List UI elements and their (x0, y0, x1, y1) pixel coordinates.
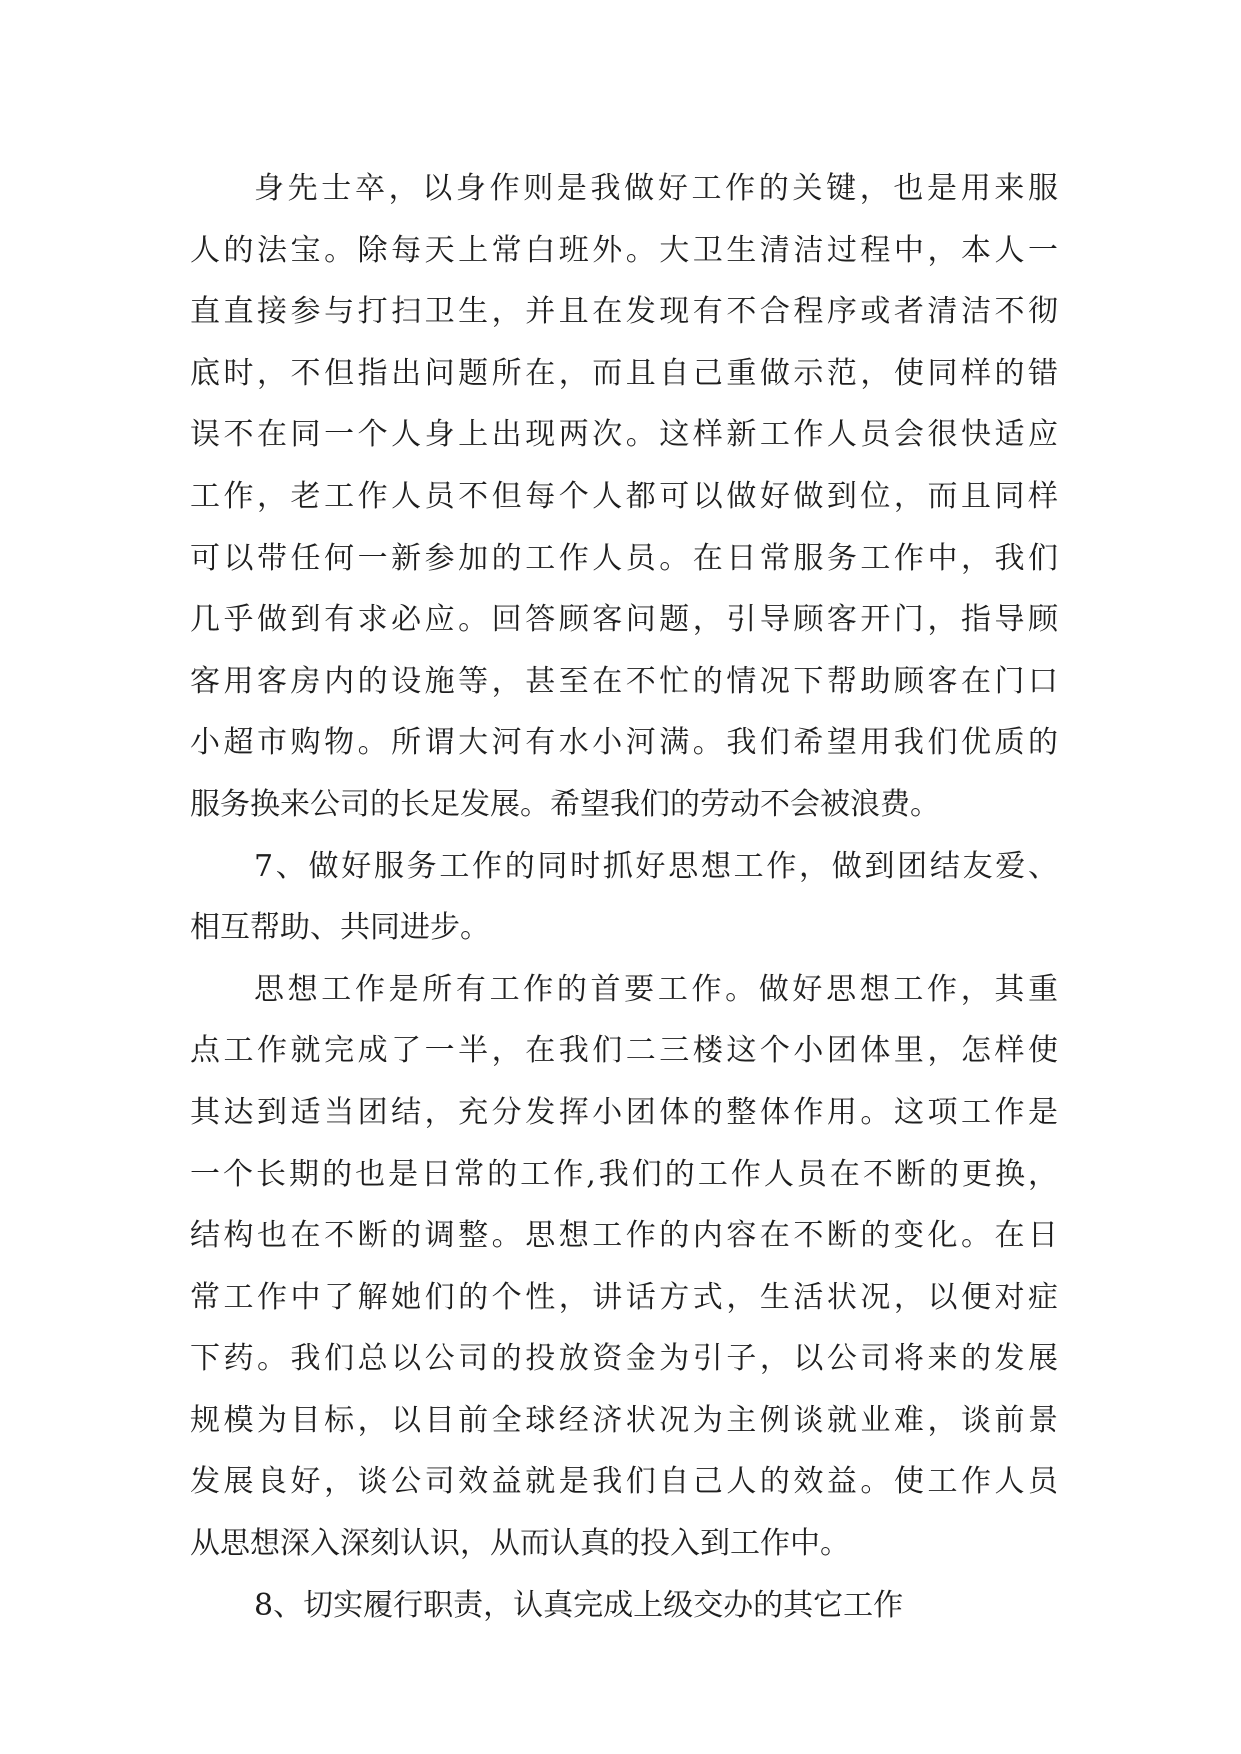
paragraph-line: 思想工作是所有工作的首要工作。做好思想工作，其重 (254, 971, 1058, 1007)
paragraph-line: 工作，老工作人员不但每个人都可以做好做到位，而且同样 (190, 478, 1058, 514)
paragraph-line: 可以带任何一新参加的工作人员。在日常服务工作中，我们 (190, 540, 1058, 576)
paragraph-line: 下药。我们总以公司的投放资金为引子，以公司将来的发展 (190, 1341, 1058, 1377)
paragraph-line: 人的法宝。除每天上常白班外。大卫生清洁过程中，本人一 (190, 232, 1058, 268)
paragraph-line: 直直接参与打扫卫生，并且在发现有不合程序或者清洁不彻 (190, 294, 1058, 330)
paragraph-line: 规模为目标，以目前全球经济状况为主例谈就业难，谈前景 (190, 1402, 1058, 1438)
paragraph-line: 几乎做到有求必应。回答顾客问题，引导顾客开门，指导顾 (190, 602, 1058, 638)
body-text (190, 158, 1058, 1636)
paragraph-line: 身先士卒，以身作则是我做好工作的关键，也是用来服 (254, 171, 1058, 206)
section-heading-7-cont: 相互帮助、共同进步。 (190, 910, 490, 946)
paragraph-line: 点工作就完成了一半，在我们二三楼这个小团体里，怎样使 (190, 1033, 1058, 1069)
paragraph-line: 常工作中了解她们的个性，讲话方式，生活状况，以便对症 (190, 1279, 1058, 1315)
paragraph-line: 服务换来公司的长足发展。希望我们的劳动不会被浪费。 (190, 786, 940, 822)
section-heading-7: 7、做好服务工作的同时抓好思想工作，做到团结友爱、 (254, 848, 1058, 884)
paragraph-line: 小超市购物。所谓大河有水小河满。我们希望用我们优质的 (190, 725, 1058, 761)
paragraph-line: 底时，不但指出问题所在，而且自己重做示范，使同样的错 (190, 355, 1058, 391)
paragraph-line: 从思想深入深刻认识，从而认真的投入到工作中。 (190, 1526, 850, 1562)
section-heading-8: 8、切实履行职责，认真完成上级交办的其它工作 (254, 1587, 904, 1623)
paragraph-line: 误不在同一个人身上出现两次。这样新工作人员会很快适应 (190, 417, 1058, 453)
paragraph-line: 一个长期的也是日常的工作,我们的工作人员在不断的更换， (190, 1156, 1058, 1192)
paragraph-line: 发展良好，谈公司效益就是我们自己人的效益。使工作人员 (190, 1464, 1058, 1500)
paragraph-line: 结构也在不断的调整。思想工作的内容在不断的变化。在日 (190, 1218, 1058, 1254)
paragraph-line: 客用客房内的设施等，甚至在不忙的情况下帮助顾客在门口 (190, 663, 1058, 699)
paragraph-line: 其达到适当团结，充分发挥小团体的整体作用。这项工作是 (190, 1094, 1058, 1130)
